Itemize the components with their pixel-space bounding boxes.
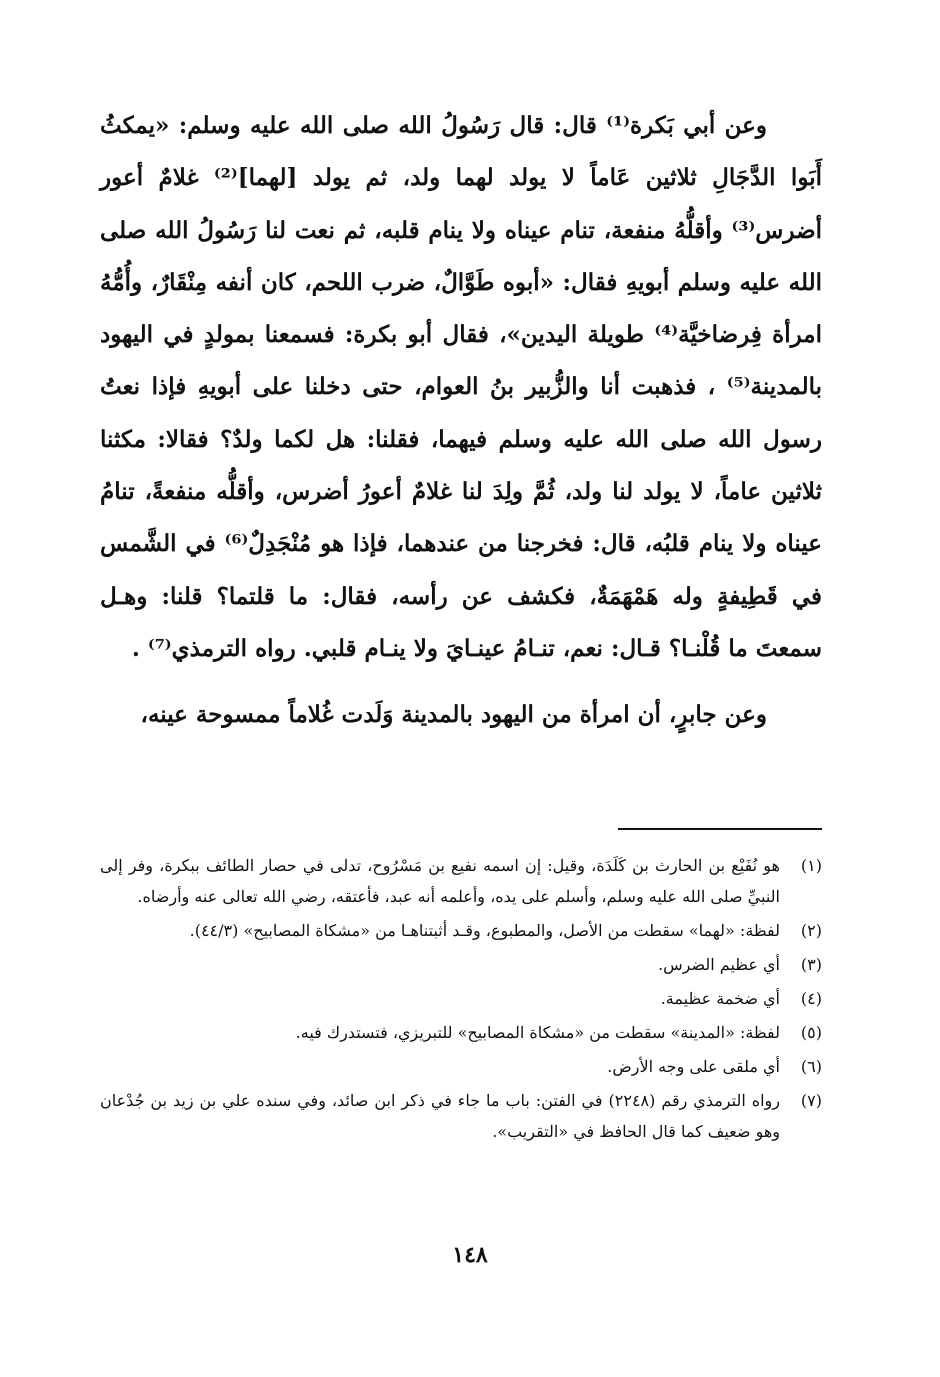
footnote-item xyxy=(100,850,822,912)
footnote-number: (٣) xyxy=(800,955,822,974)
footnote-item xyxy=(100,1051,822,1082)
footnotes-list xyxy=(100,850,822,1150)
footnote-text: أي عظيم الضرس. xyxy=(658,955,780,974)
hadith-paragraph-jabir: وعن جابرٍ، أن امرأة من اليهود بالمدينة وَلَدت غُلاماً ممسوحة عينه، xyxy=(140,701,767,729)
main-text xyxy=(100,100,822,742)
footnote-number: (٦) xyxy=(800,1057,822,1076)
footnote-number: (٤) xyxy=(800,989,822,1008)
footnote-text: رواه الترمذي رقم (٢٢٤٨) في الفتن: باب ما جاء في ذكر ابن صائد، وفي سنده علي بن زيد بن جُدْعان وهو ضعيف كما قال الحافظ في «التقريب». xyxy=(100,1091,781,1141)
footnote-item xyxy=(100,949,822,980)
footnote-number: (٧) xyxy=(800,1091,822,1110)
hadith-paragraph-abu-bakra: وعن أبي بَكرة⁽¹⁾ قال: قال رَسُولُ الله صلى الله عليه وسلم: «يمكثُ أَبَوا الدَّجَالِ ثلاثين عَاماً لا يولد لهما ولد، ثم يولد [لهما]⁽²⁾ غلامٌ أعور أضرس⁽³⁾ وأقلُّهُ منفعة، تنام عيناه ولا ينام قلبه، ثم نعت لنا رَسُولُ الله صلى الله عليه وسلم أبويهِ فقال: «أبوه طَوَّالٌ، ضرب اللحم، كان أنفه مِنْقَارٌ، وأُمُّهُ امرأة فِرضاخيَّة⁽⁴⁾ طويلة اليدين»، فقال أبو بكرة: فسمعنا بمولدٍ في اليهود بالمدينة⁽⁵⁾ ، فذهبت أنا والزُّبير بنُ العوام، حتى دخلنا على أبويهِ فإذا نعتُ رسول الله صلى الله عليه وسلم فيهما، فقلنا: هل لكما ولدٌ؟ فقالا: مكثنا ثلاثين عاماً، لا يولد لنا ولد، ثُمَّ ولِدَ لنا غلامٌ أعورُ أضرس، وأقلُّه منفعةً، تنامُ عيناه ولا ينام قلبُه، قال: فخرجنا من عندهما، فإذا هو مُنْجَدِلٌ⁽⁶⁾ في الشَّمس في قَطِيفةٍ وله هَمْهَمَةٌ، فكشف عن رأسه، فقال: ما قلتما؟ قلنا: وهـل سمعتَ ما قُلْنـا؟ قـال: نعم، تنـامُ عينـايَ ولا ينـام قلبي. رواه الترمذي⁽⁷⁾ . xyxy=(100,112,823,662)
footnote-separator xyxy=(618,828,822,830)
footnote-text: أي ملقى على وجه الأرض. xyxy=(607,1057,780,1076)
footnote-item xyxy=(100,915,822,946)
footnote-text: أي ضخمة عظيمة. xyxy=(660,989,780,1008)
footnote-item xyxy=(100,983,822,1014)
footnote-item xyxy=(100,1085,822,1147)
footnote-text: لفظة: «لهما» سقطت من الأصل، والمطبوع، وقـد أثبتناهـا من «مشكاة المصابيح» (٤٤/٣). xyxy=(189,921,780,940)
page-number: ١٤٨ xyxy=(452,1242,488,1268)
footnote-number: (٥) xyxy=(800,1023,822,1042)
footnote-number: (٢) xyxy=(800,921,822,940)
footnote-text: هو نُفَيْع بن الحارث بن كَلَدَة، وقيل: إن اسمه نفيع بن مَسْرُوح، تدلى في حصار الطائف ببكرة، وفر إلى النبيِّ صلى الله عليه وسلم، وأسلم على يده، وأعلمه أنه عبد، فأعتقه، رضي الله تعالى عنه وأرضاه. xyxy=(100,856,780,906)
footnote-number: (١) xyxy=(800,856,822,875)
footnote-text: لفظة: «المدينة» سقطت من «مشكاة المصابيح» للتبريزي، فتستدرك فيه. xyxy=(295,1023,780,1042)
footnote-item xyxy=(100,1017,822,1048)
